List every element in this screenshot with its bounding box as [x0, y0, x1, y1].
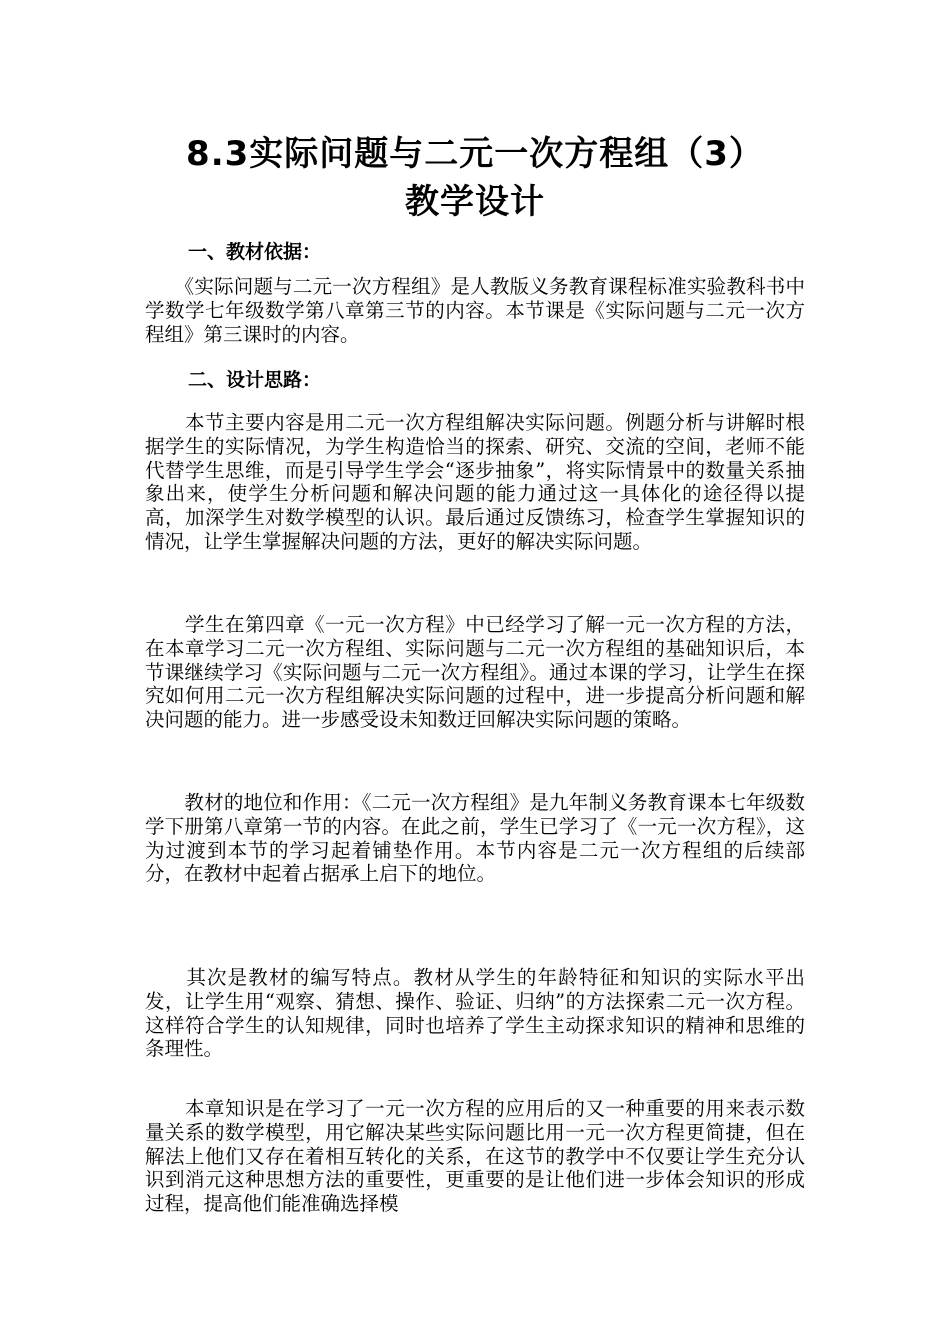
paragraph-design-1: 本节主要内容是用二元一次方程组解决实际问题。例题分析与讲解时根据学生的实际情况，为学生构造恰当的探索、研究、交流的空间，老师不能代替学生思维，而是引导学生学会“逐步抽象”，将实际情景中的数量关系抽象出来，使学生分析问题和解决问题的能力通过这一具体化的途径得以提高，加深学生对数学模型的认识。最后通过反馈练习，检查学生掌握知识的情况，让学生掌握解决问题的方法，更好的解决实际问题。 — [145, 411, 805, 553]
paragraph-design-3: 教材的地位和作用：《二元一次方程组》是九年制义务教育课本七年级数学下册第八章第一节的内容。在此之前，学生已学习了《一元一次方程》，这为过渡到本节的学习起着铺垫作用。本节内容是二元一次方程组的后续部分，在教材中起着占据承上启下的地位。 — [145, 791, 805, 886]
section-heading-basis: 一、教材依据： — [188, 241, 322, 263]
section-heading-design: 二、设计思路： — [188, 369, 322, 391]
paragraph-design-4: 其次是教材的编写特点。教材从学生的年龄特征和知识的实际水平出发，让学生用“观察、猜想、操作、验证、归纳”的方法探索二元一次方程。这样符合学生的认知规律，同时也培养了学生主动探求知识的精神和思维的条理性。 — [145, 966, 805, 1061]
paragraph-design-5: 本章知识是在学习了一元一次方程的应用后的又一种重要的用来表示数量关系的数学模型，用它解决某些实际问题比用一元一次方程更简捷，但在解法上他们又存在着相互转化的关系，在这节的教学中不仅要让学生充分认识到消元这种思想方法的重要性，更重要的是让他们进一步体会知识的形成过程，提高他们能准确选择模 — [145, 1097, 805, 1216]
document-title: 8.3实际问题与二元一次方程组（3） — [186, 134, 764, 174]
paragraph-design-2: 学生在第四章《一元一次方程》中已经学习了解一元一次方程的方法，在本章学习二元一次方程组、实际问题与二元一次方程组的基础知识后，本节课继续学习《实际问题与二元一次方程组》。通过本课的学习，让学生在探究如何用二元一次方程组解决实际问题的过程中，进一步提高分析问题和解决问题的能力。进一步感受设未知数迂回解决实际问题的策略。 — [145, 613, 805, 732]
document-subtitle: 教学设计 — [405, 182, 545, 222]
paragraph-basis: 《实际问题与二元一次方程组》是人教版义务教育课程标准实验教科书中学数学七年级数学第八章第三节的内容。本节课是《实际问题与二元一次方程组》第三课时的内容。 — [145, 275, 805, 346]
